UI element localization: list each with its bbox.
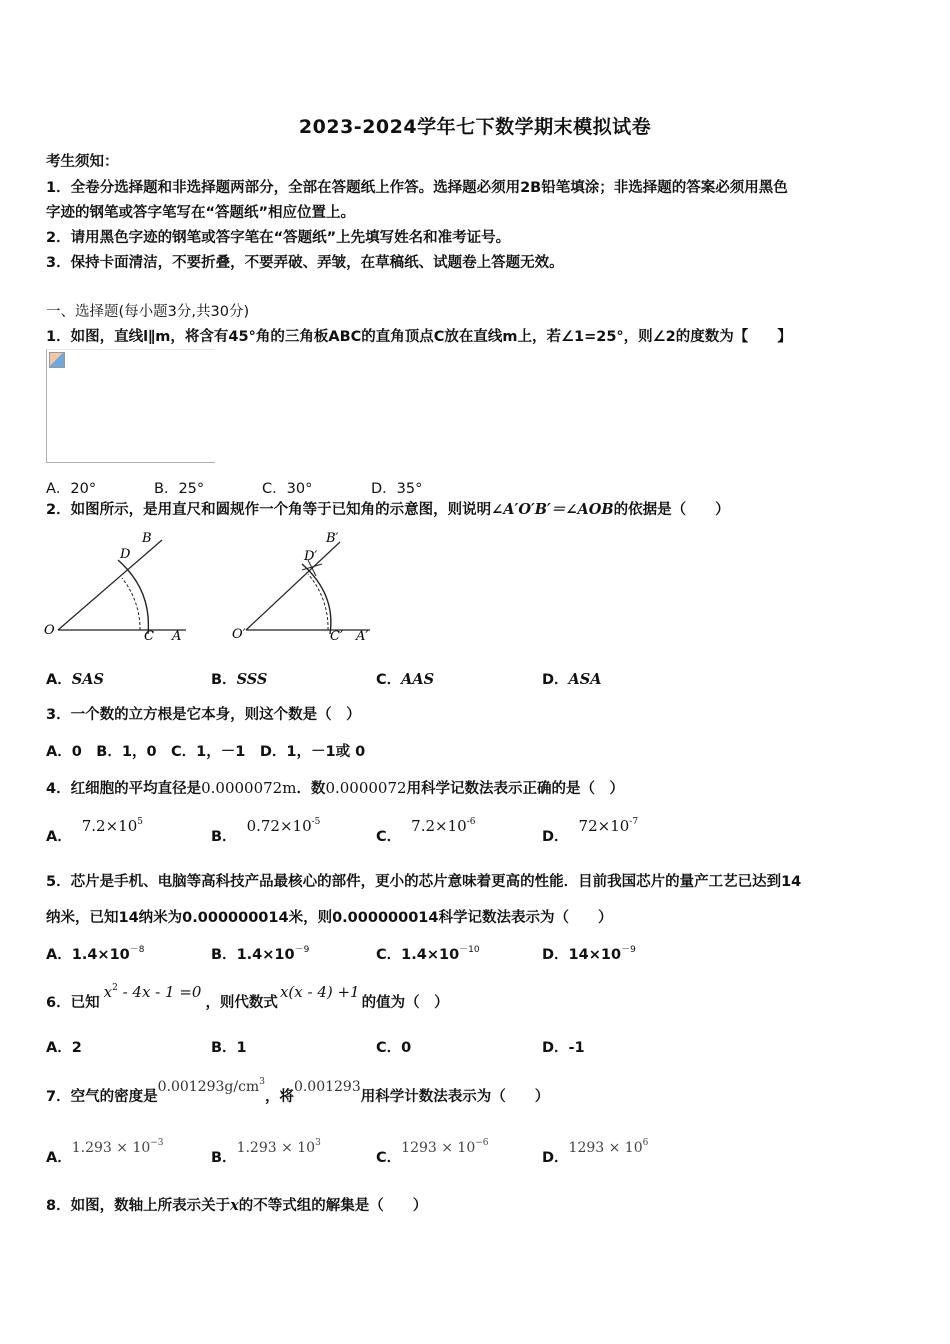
q4-option-d[interactable]: D．$72\times 10^{-7}$ (542, 817, 639, 845)
dashed-arc (122, 578, 140, 630)
q5-option-b[interactable]: B．$1.4\times 10^{-9}$ (211, 945, 310, 963)
q2-option-d[interactable]: D．ASA (542, 671, 602, 688)
q4-option-a[interactable]: A．$7.2\times 10^5$ (46, 817, 143, 845)
q1-option-b[interactable]: B．25° (154, 481, 205, 497)
q7-option-d[interactable]: D．$1293 \times 10^6$ (542, 1138, 649, 1166)
q4-option-b[interactable]: B．$0.72\times 10^{-5}$ (211, 817, 321, 845)
question-2-figure (40, 528, 380, 646)
question-3-options[interactable]: A．0 B．1，0 C．1，－1 D．1，－1或 0 (46, 744, 366, 760)
label-o: O (44, 623, 55, 638)
q5-option-d[interactable]: D．$14\times 10^{-9}$ (542, 945, 636, 963)
q2-figure-right (232, 531, 370, 644)
question-1-figure-placeholder (46, 349, 215, 463)
page-title: 2023-2024学年七下数学期末模拟试卷 (298, 116, 652, 138)
notice-heading: 考生须知： (46, 154, 119, 170)
label-b-prime: B′ (326, 531, 339, 546)
ray-ob (58, 540, 162, 630)
notice-item-2: 2．请用黑色字迹的钢笔或答字笔在“答题纸”上先填写姓名和准考证号。 (46, 230, 511, 246)
ray-o-b-prime (246, 542, 340, 630)
notice-item-3: 3．保持卡面清洁，不要折叠，不要弄破、弄皱，在草稿纸、试题卷上答题无效。 (46, 255, 564, 271)
q2-formula: ∠A′O′B′＝∠AOB (491, 501, 614, 518)
q6-option-b[interactable]: B．1 (211, 1040, 247, 1056)
q4-value-2: 0.0000072 (325, 779, 407, 797)
question-7-text: 7．空气的密度是$0.001293g/cm^3$，将0.001293用科学计数法表示为（ ） (46, 1077, 550, 1105)
q6-option-a[interactable]: A．2 (46, 1040, 82, 1056)
q5-option-c[interactable]: C．$1.4\times 10^{-10}$ (376, 945, 480, 963)
broken-image-icon (49, 352, 65, 368)
q2-figure-left (44, 531, 186, 644)
q2-option-c[interactable]: C．AAS (376, 671, 435, 688)
question-3-text: 3．一个数的立方根是它本身，则这个数是（ ） (46, 707, 361, 723)
label-a-prime: A′ (356, 629, 369, 644)
q1-option-c[interactable]: C．30° (262, 481, 313, 497)
label-c-prime: C′ (330, 629, 343, 644)
q4-value-1: 0.0000072m (201, 779, 297, 797)
q2-option-b[interactable]: B．SSS (211, 671, 268, 688)
notice-item-1: 1．全卷分选择题和非选择题两部分，全部在答题纸上作答。选择题必须用2B铅笔填涂；非选择题的答案必须用黑色 (46, 180, 788, 196)
q1-option-a[interactable]: A．20° (46, 481, 97, 497)
solid-arc-prime (302, 564, 331, 634)
section-heading: 一、选择题(每小题3分,共30分) (46, 304, 250, 320)
question-6-text: 6．已知$x^2 - 4x - 1 =0$，则代数式x(x - 4) +1的值为（ ） (46, 983, 449, 1011)
q6-option-d[interactable]: D．-1 (542, 1040, 585, 1056)
question-5-line-2: 纳米，已知14纳米为0.000000014米，则0.000000014科学记数法表示为（ ） (46, 910, 613, 926)
q1-option-d[interactable]: D．35° (371, 481, 423, 497)
q6-option-c[interactable]: C．0 (376, 1040, 412, 1056)
notice-item-1-cont: 字迹的钢笔或答字笔写在“答题纸”相应位置上。 (46, 205, 356, 221)
q7-option-c[interactable]: C．$1293 \times 10^{-6}$ (376, 1138, 489, 1166)
q2-option-a[interactable]: A．SAS (46, 671, 104, 688)
label-o-prime: O′ (232, 627, 246, 642)
question-5-line-1: 5．芯片是手机、电脑等高科技产品最核心的部件，更小的芯片意味着更高的性能．目前我国芯片的量产工艺已达到14 (46, 874, 802, 890)
label-d: D (120, 547, 131, 562)
q2-prefix: 2．如图所示，是用直尺和圆规作一个角等于已知角的示意图，则说明 (46, 502, 492, 518)
q4-option-c[interactable]: C．$7.2\times 10^{-6}$ (376, 817, 476, 845)
label-a: A (172, 629, 182, 644)
question-8-text: 8．如图，数轴上所表示关于x的不等式组的解集是（ ） (46, 1197, 428, 1214)
q5-option-a[interactable]: A．$1.4\times 10^{-8}$ (46, 945, 145, 963)
question-2-text (46, 500, 730, 520)
question-1-text: 1．如图，直线l∥m，将含有45°角的三角板ABC的直角顶点C放在直线m上，若∠1=25°，则∠2的度数为【 】 (46, 329, 792, 345)
label-b: B (142, 531, 152, 546)
q2-suffix: 的依据是（ ） (613, 502, 730, 518)
question-4-text: 4．红细胞的平均直径是0.0000072m．数0.0000072用科学记数法表示正确的是（ ） (46, 779, 625, 797)
label-c: C (144, 629, 154, 644)
solid-arc (118, 560, 148, 634)
label-d-prime: D′ (304, 549, 318, 564)
q7-option-a[interactable]: A．$1.293 \times 10^{-3}$ (46, 1138, 164, 1166)
q7-option-b[interactable]: B．$1.293 \times 10^3$ (211, 1138, 321, 1166)
